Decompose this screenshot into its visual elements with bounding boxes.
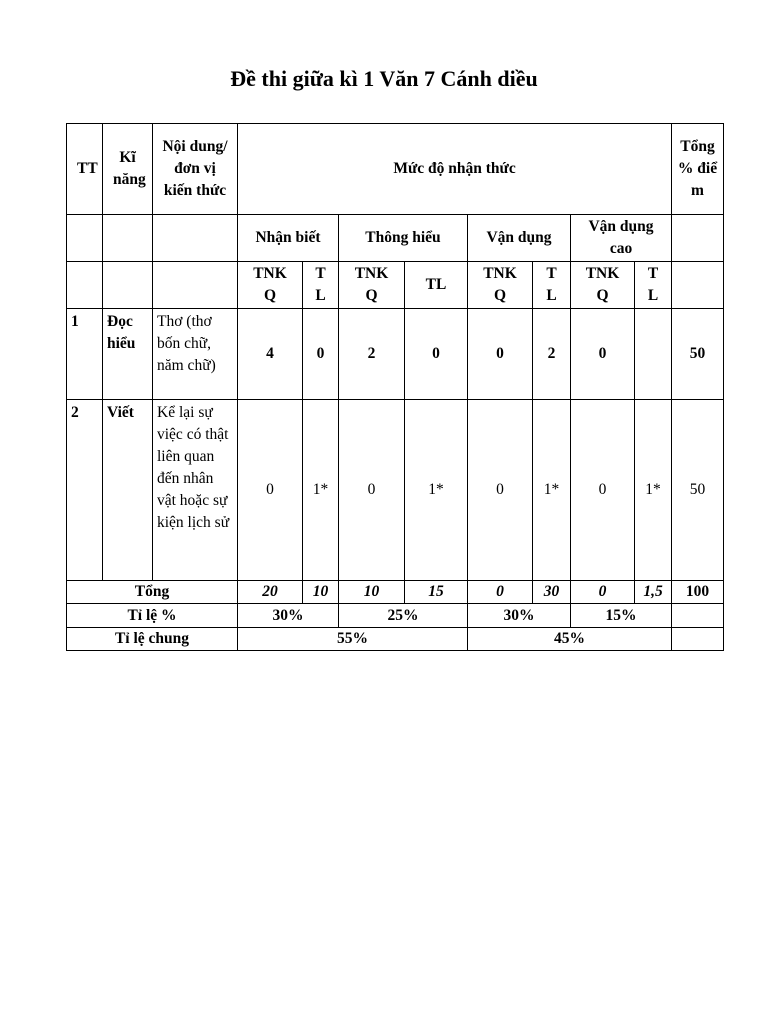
level-thong-hieu: Thông hiểu	[339, 215, 468, 262]
tong-value: 20	[238, 581, 303, 604]
row-value: 2	[533, 309, 571, 400]
level-van-dung-cao: Vận dụng cao	[571, 215, 672, 262]
type-row	[67, 262, 724, 309]
row-content: Thơ (thơ bốn chữ, năm chữ)	[153, 309, 238, 400]
level-nhan-biet: Nhận biết	[238, 215, 339, 262]
row-total: 50	[672, 309, 724, 400]
level-row	[67, 215, 724, 262]
row-value: 0	[238, 400, 303, 581]
tong-value: 15	[405, 581, 468, 604]
row-tt: 2	[67, 400, 103, 581]
ti-le-chung-value: 55%	[238, 628, 468, 651]
row-value: 1*	[303, 400, 339, 581]
row-value: 0	[468, 309, 533, 400]
row-value: 0	[571, 309, 635, 400]
type-cell: TNKQ	[238, 262, 303, 309]
header-ki-nang: Kĩ năng	[103, 124, 153, 215]
type-cell: TL	[533, 262, 571, 309]
type-cell: TL	[303, 262, 339, 309]
row-value: 0	[468, 400, 533, 581]
tong-row	[67, 581, 724, 604]
ti-le-chung-row	[67, 628, 724, 651]
row-value: 4	[238, 309, 303, 400]
tong-value: 30	[533, 581, 571, 604]
tong-value: 10	[303, 581, 339, 604]
tong-value: 1,5	[635, 581, 672, 604]
ti-le-chung-label: Tỉ lệ chung	[67, 628, 238, 651]
ti-le-value: 30%	[238, 604, 339, 628]
row-tt: 1	[67, 309, 103, 400]
header-tong-diem: Tổng % điểm	[672, 124, 724, 215]
row-value	[635, 309, 672, 400]
tong-total: 100	[672, 581, 724, 604]
row-value: 1*	[533, 400, 571, 581]
tong-label: Tổng	[67, 581, 238, 604]
ti-le-row	[67, 604, 724, 628]
type-cell: TNKQ	[339, 262, 405, 309]
page-title: Đề thi giữa kì 1 Văn 7 Cánh diều	[230, 66, 538, 91]
row-value: 1*	[405, 400, 468, 581]
table-row	[67, 400, 724, 581]
row-value: 1*	[635, 400, 672, 581]
type-cell: TL	[405, 262, 468, 309]
header-row	[67, 124, 724, 215]
table-row	[67, 309, 724, 400]
row-value: 0	[405, 309, 468, 400]
ti-le-value: 25%	[339, 604, 468, 628]
type-cell: TNKQ	[468, 262, 533, 309]
tong-value: 10	[339, 581, 405, 604]
ti-le-label: Tỉ lệ %	[67, 604, 238, 628]
header-tt: TT	[67, 124, 103, 215]
ti-le-value: 30%	[468, 604, 571, 628]
row-skill: Đọc hiểu	[103, 309, 153, 400]
header-noi-dung: Nội dung/đơn vị kiến thức	[153, 124, 238, 215]
tong-value: 0	[571, 581, 635, 604]
exam-matrix-table	[66, 123, 724, 651]
header-muc-do: Mức độ nhận thức	[238, 124, 672, 215]
ti-le-value: 15%	[571, 604, 672, 628]
type-cell: TNKQ	[571, 262, 635, 309]
row-value: 0	[303, 309, 339, 400]
type-cell: TL	[635, 262, 672, 309]
ti-le-chung-value: 45%	[468, 628, 672, 651]
row-content: Kể lại sự việc có thật liên quan đến nhân vật hoặc sự kiện lịch sử	[153, 400, 238, 581]
level-van-dung: Vận dụng	[468, 215, 571, 262]
row-value: 0	[339, 400, 405, 581]
row-value: 2	[339, 309, 405, 400]
tong-value: 0	[468, 581, 533, 604]
row-total: 50	[672, 400, 724, 581]
row-skill: Viết	[103, 400, 153, 581]
row-value: 0	[571, 400, 635, 581]
